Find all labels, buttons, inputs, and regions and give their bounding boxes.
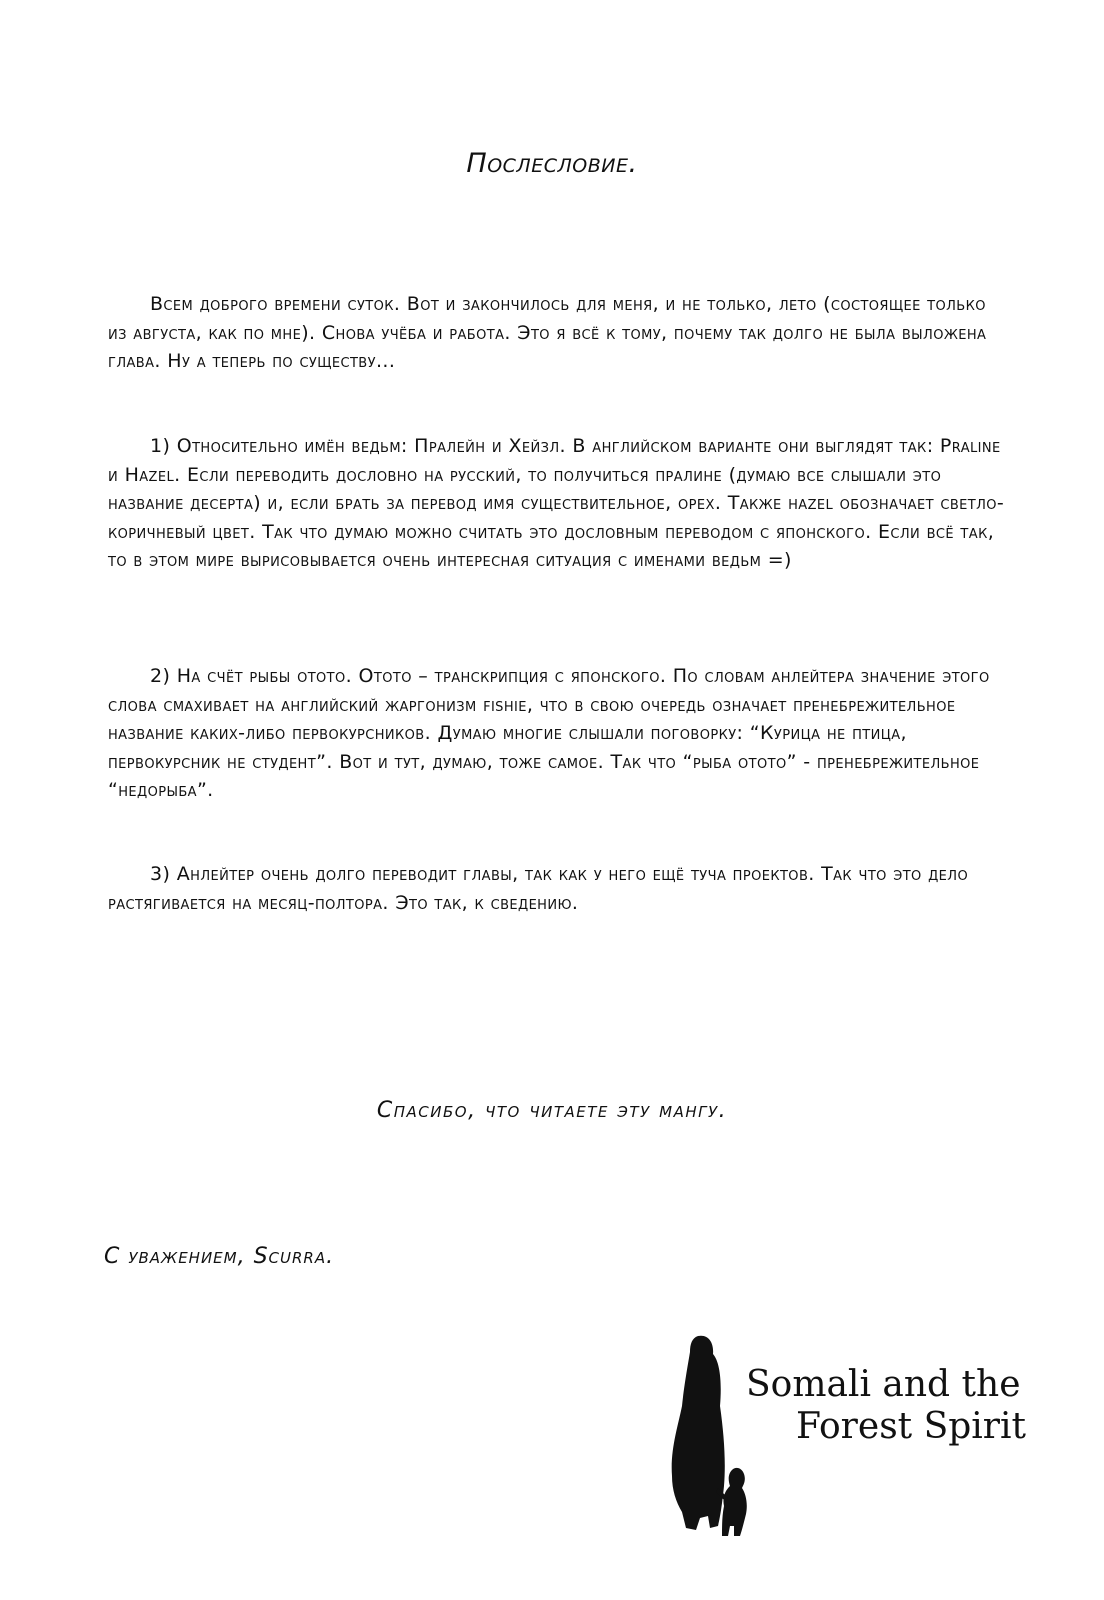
series-logo <box>660 1330 1026 1540</box>
note-2-paragraph: 2) На счёт рыбы отото. Отото – транскрипция с японского. По словам анлейтера значение этого слова смахивает на английский жаргонизм fishie, что в свою очередь означает пренебрежительное название каких-либо первокурсников. Думаю многие слышали поговорку: “Курица не птица, первокурсник не студент”. Вот и тут, думаю, тоже самое. Так что “рыба отото” - пренебрежительное “недорыба”. <box>108 665 990 802</box>
intro-paragraph: Всем доброго времени суток. Вот и закончилось для меня, и не только, лето (состоящее только из августа, как по мне). Снова учёба и работа. Это я всё к тому, почему так долго не была выложена глава. Ну а теперь по существу... <box>108 293 987 373</box>
silhouette-icon <box>660 1330 750 1540</box>
thanks-line: Спасибо, что читаете эту мангу. <box>376 1098 728 1123</box>
logo-title-line-1: Somali and the <box>746 1364 1021 1405</box>
signature: С уважением, Scurra. <box>104 1244 335 1269</box>
page-title: Послесловие. <box>466 148 638 179</box>
logo-title-line-2: Forest Spirit <box>796 1406 1026 1447</box>
note-3-paragraph: 3) Анлейтер очень долго переводит главы, так как у него ещё туча проектов. Так что это дело растягивается на месяц-полтора. Это так, к сведению. <box>108 863 969 914</box>
note-1-paragraph: 1) Относительно имён ведьм: Пралейн и Хейзл. В английском варианте они выглядят так: Praline и Hazel. Если переводить дословно на русский, то получиться пралине (думаю все слышали это название десерта) и, если брать за перевод имя существительное, орех. Также hazel обозначает светло-коричневый цвет. Так что думаю можно считать это дословным переводом с японского. Если всё так, то в этом мире вырисовывается очень интересная ситуация с именами ведьм =) <box>108 435 1005 572</box>
